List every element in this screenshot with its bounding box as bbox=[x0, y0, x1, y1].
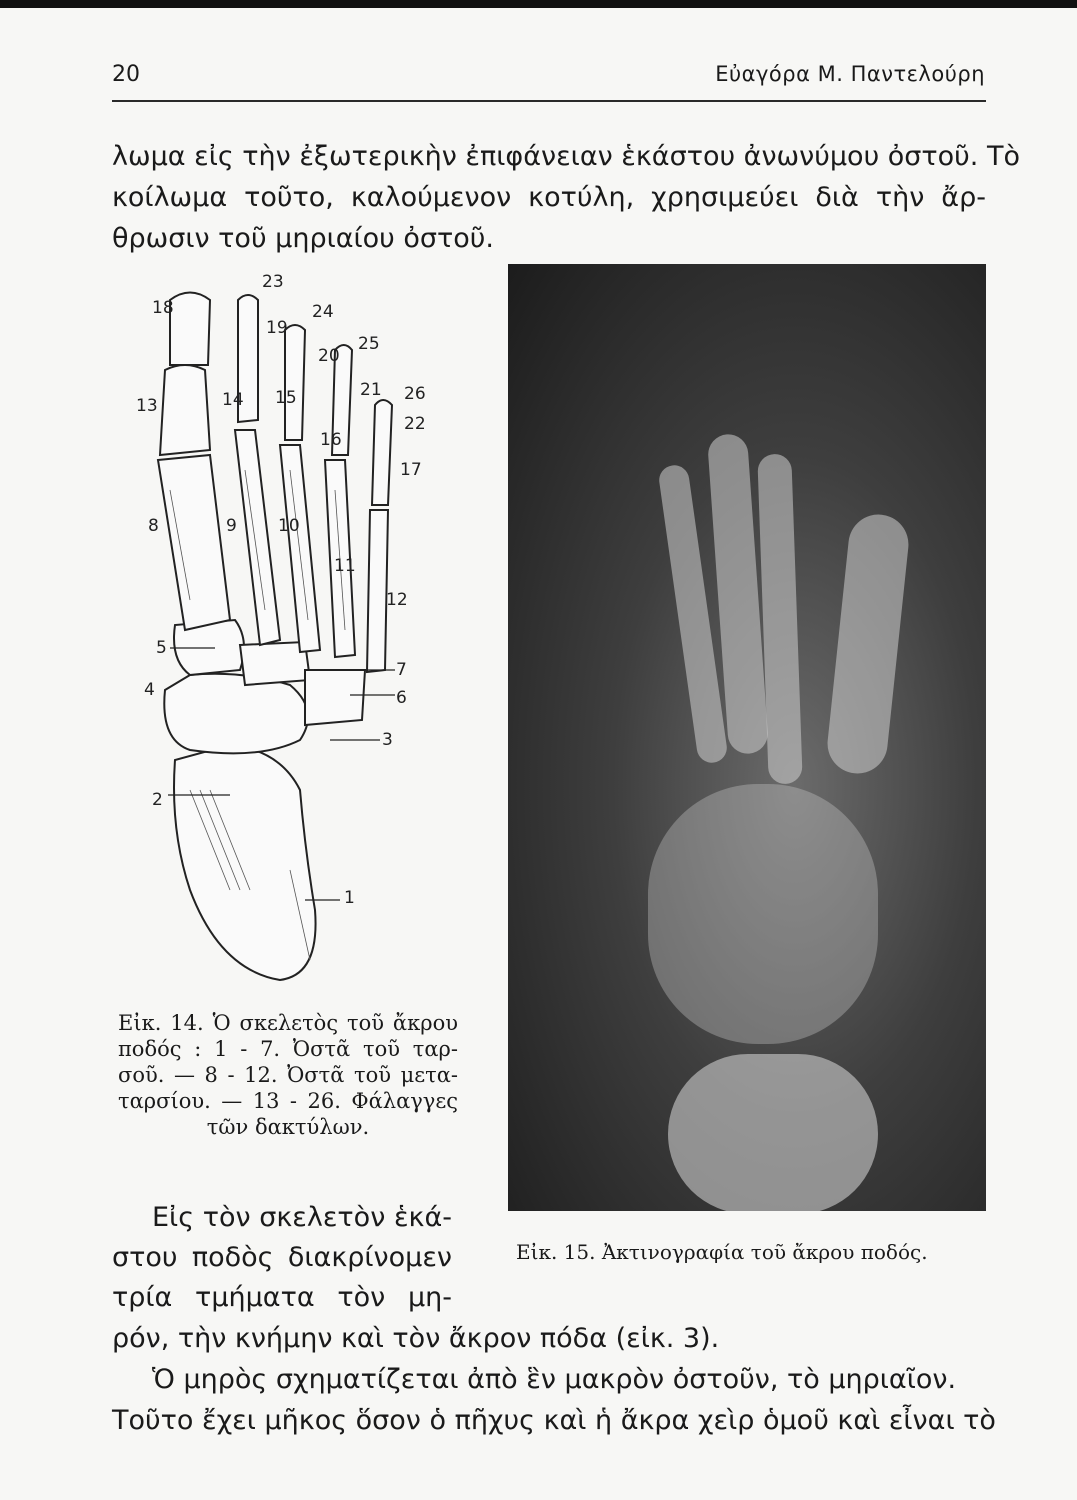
foot-label: 13 bbox=[136, 396, 158, 416]
foot-label: 6 bbox=[396, 688, 407, 708]
paragraph-2-line: Εἰς τὸν σκελετὸν ἑκά- bbox=[152, 1202, 452, 1233]
paragraph-1-line: λωμα εἰς τὴν ἐξωτερικὴν ἐπιφάνειαν ἑκάστου ἀνωνύμου ὀστοῦ. Τὸ bbox=[112, 141, 1020, 172]
foot-label: 3 bbox=[382, 730, 393, 750]
foot-label: 4 bbox=[144, 680, 155, 700]
foot-label: 20 bbox=[318, 346, 340, 366]
foot-xray-photograph bbox=[508, 264, 986, 1211]
paragraph-3 bbox=[112, 1318, 996, 1441]
foot-label: 21 bbox=[360, 380, 382, 400]
foot-skeleton-illustration bbox=[130, 270, 470, 1000]
foot-label: 1 bbox=[344, 888, 355, 908]
foot-label: 24 bbox=[312, 302, 334, 322]
foot-label: 23 bbox=[262, 272, 284, 292]
paragraph-2-line: τρία τμήματα τὸν μη- bbox=[112, 1282, 452, 1313]
caption-line: ταρσίου. — 13 - 26. Φάλαγγες bbox=[118, 1089, 458, 1113]
foot-label: 16 bbox=[320, 430, 342, 450]
paragraph-1 bbox=[112, 136, 1020, 259]
foot-label: 15 bbox=[275, 388, 297, 408]
paragraph-1-line: κοίλωμα τοῦτο, καλούμενον κοτύλη, χρησιμεύει διὰ τὴν ἄρ- bbox=[112, 182, 986, 213]
caption-line: σοῦ. — 8 - 12. Ὀστᾶ τοῦ μετα- bbox=[118, 1063, 458, 1087]
foot-label: 2 bbox=[152, 790, 163, 810]
foot-label: 25 bbox=[358, 334, 380, 354]
foot-label: 14 bbox=[222, 390, 244, 410]
foot-label: 26 bbox=[404, 384, 426, 404]
foot-label: 10 bbox=[278, 516, 300, 536]
paragraph-3-line: Ὁ μηρὸς σχηματίζεται ἀπὸ ἓν μακρὸν ὀστοῦν, τὸ μηριαῖον. bbox=[152, 1364, 957, 1395]
paragraph-3-line: Τοῦτο ἔχει μῆκος ὅσον ὁ πῆχυς καὶ ἡ ἄκρα χεὶρ ὁμοῦ καὶ εἶναι τὸ bbox=[112, 1405, 996, 1436]
paragraph-1-line: θρωσιν τοῦ μηριαίου ὀστοῦ. bbox=[112, 223, 494, 254]
paragraph-2 bbox=[112, 1198, 452, 1318]
foot-label: 5 bbox=[156, 638, 167, 658]
foot-label: 7 bbox=[396, 660, 407, 680]
running-header-author: Εὐαγόρα Μ. Παντελούρη bbox=[715, 62, 985, 86]
foot-label: 9 bbox=[226, 516, 237, 536]
scan-top-edge bbox=[0, 0, 1077, 8]
foot-label: 18 bbox=[152, 298, 174, 318]
figure-15-caption: Εἰκ. 15. Ἀκτινογραφία τοῦ ἄκρου ποδός. bbox=[516, 1240, 928, 1264]
caption-line: Εἰκ. 14. Ὁ σκελετὸς τοῦ ἄκρου bbox=[118, 1011, 458, 1035]
caption-line: τῶν δακτύλων. bbox=[206, 1115, 370, 1139]
foot-label: 22 bbox=[404, 414, 426, 434]
foot-label: 19 bbox=[266, 318, 288, 338]
paragraph-2-line: στου ποδὸς διακρίνομεν bbox=[112, 1242, 452, 1273]
foot-label: 11 bbox=[334, 556, 356, 576]
foot-label: 17 bbox=[400, 460, 422, 480]
paragraph-3-line: ρόν, τὴν κνήμην καὶ τὸν ἄκρον πόδα (εἰκ. 3). bbox=[112, 1323, 720, 1354]
caption-line: ποδός : 1 - 7. Ὀστᾶ τοῦ ταρ- bbox=[118, 1037, 458, 1061]
figure-14-caption bbox=[118, 1010, 458, 1140]
page-number: 20 bbox=[112, 62, 140, 87]
header-rule bbox=[112, 100, 986, 102]
foot-label: 8 bbox=[148, 516, 159, 536]
foot-label: 12 bbox=[386, 590, 408, 610]
